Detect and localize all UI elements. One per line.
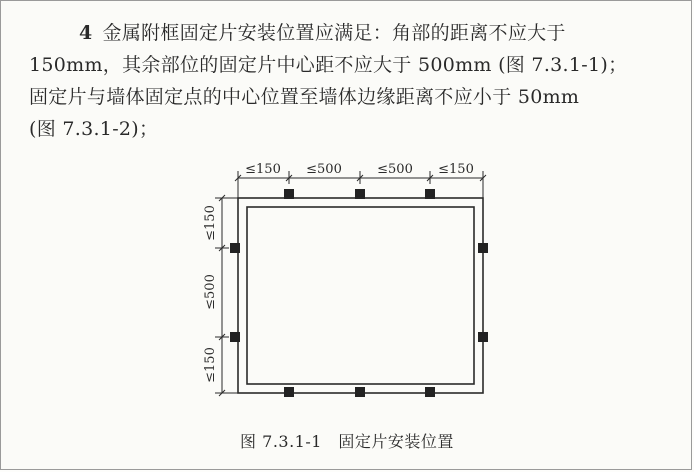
top-dim-label-4: ≤150 [438, 162, 474, 177]
clause-line-2: 150mm，其余部位的固定片中心距不应大于 500mm (图 7.3.1-1)； [29, 54, 628, 76]
figure-caption: 图 7.3.1-1 固定片安装位置 [240, 432, 454, 451]
fixing-plate-right-2 [478, 332, 488, 342]
clause-number: 4 [79, 22, 93, 44]
left-dim-label-2: ≤500 [203, 274, 218, 310]
fixing-plate-left-1 [230, 243, 240, 253]
top-dim-label-3: ≤500 [377, 162, 413, 177]
fixing-plate-bottom-3 [425, 387, 435, 397]
fixing-plate-left-2 [230, 332, 240, 342]
fixing-plate-right-1 [478, 243, 488, 253]
left-dim-label-3: ≤150 [203, 347, 218, 383]
fixing-plate-top-1 [284, 189, 294, 199]
clause-line-4: (图 7.3.1-2)； [29, 118, 159, 140]
fixing-plate-bottom-1 [284, 387, 294, 397]
inner-frame [247, 207, 474, 384]
fixing-plate-bottom-2 [355, 387, 365, 397]
clause-text-line-1: 金属附框固定片安装位置应满足：角部的距离不应大于 [102, 22, 566, 44]
top-dim-label-2: ≤500 [306, 162, 342, 177]
top-dim-label-1: ≤150 [245, 162, 281, 177]
fixing-plate-diagram [1, 1, 693, 471]
left-dim-label-1: ≤150 [203, 205, 218, 241]
clause-line-3: 固定片与墙体固定点的中心位置至墙体边缘距离不应小于 50mm [29, 86, 580, 108]
outer-frame [238, 198, 483, 393]
fixing-plate-top-3 [425, 189, 435, 199]
fixing-plate-top-2 [355, 189, 365, 199]
